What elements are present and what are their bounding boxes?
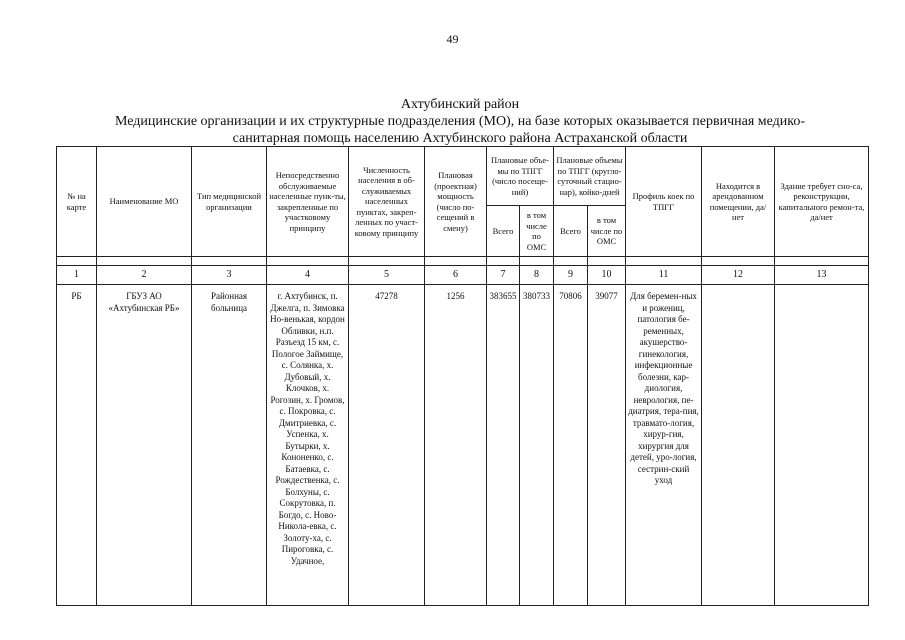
header-reconstruction: Здание требует сно-са, реконструкции, капитального ремон-та, да/нет xyxy=(775,147,869,257)
column-number: 4 xyxy=(267,266,349,285)
cell-visits-oms: 380733 xyxy=(520,285,554,606)
header-bed-profile: Профиль коек по ТПГГ xyxy=(626,147,702,257)
cell-map-number: РБ xyxy=(57,285,97,606)
column-number: 10 xyxy=(588,266,626,285)
medical-organizations-table xyxy=(56,146,869,606)
column-number: 6 xyxy=(425,266,487,285)
header-visits-group: Плановые объе-мы по ТПГГ (число посеще-ний) xyxy=(487,147,554,206)
column-number: 1 xyxy=(57,266,97,285)
spacer-row xyxy=(57,257,869,266)
title-line-2: Медицинские организации и их структурные подразделения (МО), на базе которых оказывается первичная медико- xyxy=(114,114,806,129)
cell-settlements: г. Ахтубинск, п. Джелга, п. Зимовка Но-венькая, кордон Обливки, н.п. Разъезд 15 км, с. Пологое Займище, с. Солянка, х. Дубовый, х. Клочков, х. Рогозин, х. Громов, с. Покровка, с. Дмитриевка, с. Успенка, х. Бутырки, х. Кононенко, с. Батаевка, с. Рождественка, с. Болхуны, с. Сокрутовка, п. Богдо, с. Ново-Никола-евка, с. Золоту-ха, с. Пироговка, с. Удачное, xyxy=(267,285,349,606)
column-number: 8 xyxy=(520,266,554,285)
cell-reconstruction xyxy=(775,285,869,606)
column-number: 13 xyxy=(775,266,869,285)
cell-population: 47278 xyxy=(349,285,425,606)
column-number: 9 xyxy=(554,266,588,285)
column-number: 12 xyxy=(702,266,775,285)
header-settlements: Непосредственно обслуживаемые населенные пунк-ты, закрепленные по участковому принципу xyxy=(267,147,349,257)
header-bed-days-group: Плановые объемы по ТПГГ (кругло-суточный стацио-нар), койко-дней xyxy=(554,147,626,206)
column-number: 2 xyxy=(97,266,192,285)
header-capacity: Плановая (проектная) мощность (число по-сещений в смену) xyxy=(425,147,487,257)
cell-mo-name: ГБУЗ АО «Ахтубинская РБ» xyxy=(97,285,192,606)
header-mo-name: Наименование МО xyxy=(97,147,192,257)
header-visits-oms: в том числе по ОМС xyxy=(520,206,554,257)
column-number: 7 xyxy=(487,266,520,285)
header-mo-type: Тип медицинской организации xyxy=(192,147,267,257)
title-line-3: санитарная помощь населению Ахтубинского района Астраханской области xyxy=(232,131,688,146)
header-rented: Находится в арендованном помещении, да/нет xyxy=(702,147,775,257)
column-number-row xyxy=(57,266,869,285)
page-number: 49 xyxy=(446,32,459,46)
column-number: 5 xyxy=(349,266,425,285)
cell-mo-type: Районная больница xyxy=(192,285,267,606)
cell-bed-days-total: 70806 xyxy=(554,285,588,606)
cell-rented xyxy=(702,285,775,606)
table-row xyxy=(57,285,869,606)
column-number: 11 xyxy=(626,266,702,285)
header-map-number: № на карте xyxy=(57,147,97,257)
header-population: Численность населения в об-служиваемых населенных пунктах, закреп-ленных по участ-ковому принципу xyxy=(349,147,425,257)
column-number: 3 xyxy=(192,266,267,285)
cell-visits-total: 383655 xyxy=(487,285,520,606)
cell-capacity: 1256 xyxy=(425,285,487,606)
title-district: Ахтубинский район xyxy=(400,97,520,112)
cell-bed-days-oms: 39077 xyxy=(588,285,626,606)
header-row xyxy=(57,147,869,206)
header-bed-days-oms: в том числе по ОМС xyxy=(588,206,626,257)
header-bed-days-total: Всего xyxy=(554,206,588,257)
cell-bed-profile: Для беремен-ных и рожениц, патология бе-ременных, акушерство-гинекология, инфекционные болезни, кар-диология, неврология, пе-диатрия, тера-пия, травмато-логия, хирур-гия, хирургия для детей, уро-логия, сестрин-ский уход xyxy=(626,285,702,606)
header-visits-total: Всего xyxy=(487,206,520,257)
